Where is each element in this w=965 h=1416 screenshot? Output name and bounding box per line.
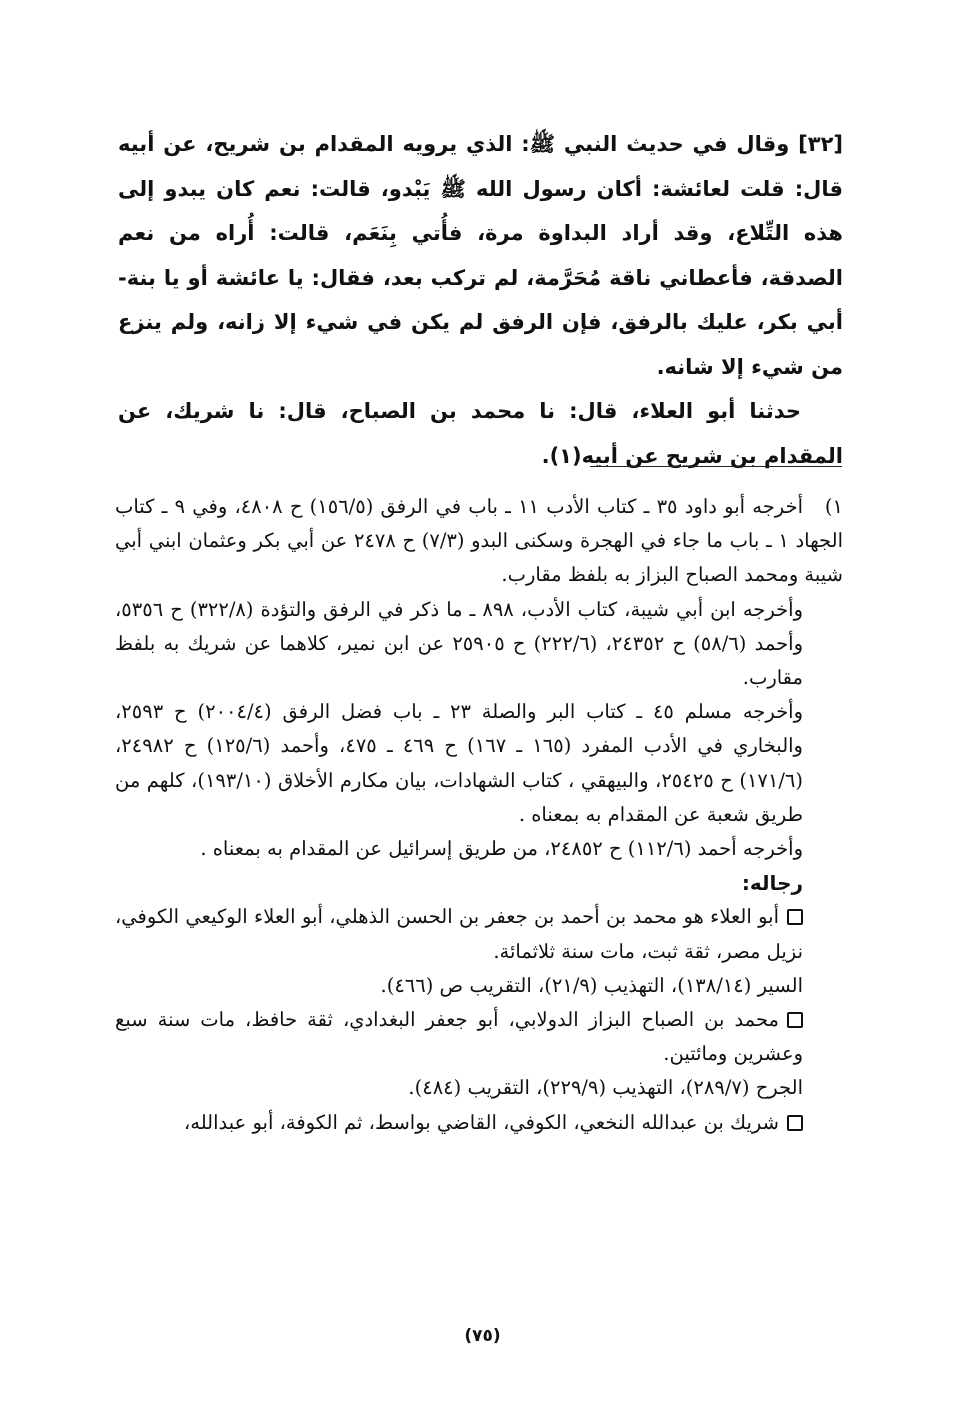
- footnote-number: ١): [824, 495, 843, 518]
- narrator-1: [115, 900, 843, 968]
- footnote-line-1: أخرجه أبو داود ٣٥ ـ كتاب الأدب ١١ ـ باب في الرفق (١٥٦/٥) ح ٤٨٠٨، وفي ٩ ـ كتاب الجهاد ١ ـ باب ما جاء في الهجرة وسكنى البدو (٧/٣) ح ٢٤٧٨ عن أبي بكر وعثمان ابني أبي شيبة ومحمد الصباح البزاز به بلفظ مقارب.: [115, 495, 843, 587]
- checkbox-icon: [787, 909, 803, 925]
- footnote-1: [115, 490, 843, 593]
- narrator-3: [115, 1106, 843, 1140]
- footnote-line-2: وأخرجه ابن أبي شيبة، كتاب الأدب، ٨٩٨ ـ ما ذكر في الرفق والتؤدة (٣٢٢/٨) ح ٥٣٥٦، وأحمد (٥٨/٦) ح ٢٤٣٥٢، (٢٢٢/٦) ح ٢٥٩٠٥ عن ابن نمير، كلاهما عن شريك به بلفظ مقارب.: [115, 597, 804, 690]
- main-text: [118, 122, 843, 478]
- narrators-heading: رجاله:: [741, 871, 803, 896]
- checkbox-icon: [787, 1012, 803, 1028]
- narrator-2-refs: الجرح (٢٨٩/٧)، التهذيب (٢٢٩/٩)، التقريب (٤٨٤).: [408, 1076, 803, 1100]
- hadith-paragraph: [٣٢] وقال في حديث النبي ﷺ: الذي يرويه المقدام بن شريح، عن أبيه قال: قلت لعائشة: أكان رسول الله ﷺ يَبْدو، قالت: نعم كان يبدو إلى هذه التِّلاع، وقد أراد البداوة مرة، فأُتي بِنَعَم، قالت: أُراه من نعم الصدقة، فأعطاني ناقة مُحَرَّمة، لم تركب بعد، فقال: يا عائشة أو يا بنة-أبي بكر، عليك بالرفق، فإن الرفق لم يكن في شيء إلا زانه، ولم ينزع من شيء إلا شانه.: [118, 132, 843, 379]
- narrator-1-refs: السير (١٣٨/١٤)، التهذيب (٢١/٩)، التقريب ص (٤٦٦).: [380, 973, 803, 997]
- narrator-3-text: شريك بن عبدالله النخعي، الكوفي، القاضي بواسط، ثم الكوفة، أبو عبدالله،: [183, 1110, 779, 1134]
- narrator-1-text: أبو العلاء هو محمد بن أحمد بن جعفر بن الحسن الذهلي، أبو العلاء الوكيعي الكوفي، نزيل مصر، ثقة ثبت، مات سنة ثلاثمائة.: [115, 905, 803, 963]
- footnote-line-3: وأخرجه مسلم ٤٥ ـ كتاب البر والصلة ٢٣ ـ باب فضل الرفق (٢٠٠٤/٤) ح ٢٥٩٣، والبخاري في الأدب المفرد (١٦٥ ـ ١٦٧) ح ٤٦٩ ـ ٤٧٥، وأحمد (١٢٥/٦) ح ٢٤٩٨٢، (١٧١/٦) ح ٢٥٤٢٥، والبيهقي ، كتاب الشهادات، بيان مكارم الأخلاق (١٩٣/١٠)، كلهم من طريق شعبة عن المقدام به بمعناه .: [115, 700, 804, 826]
- narrator-2: [115, 1003, 843, 1071]
- page-number: (٧٥): [464, 1326, 501, 1346]
- isnad-paragraph: حدثنا أبو العلاء، قال: نا محمد بن الصباح، قال: نا شريك، عن المقدام بن شريح عن أبيه(١).: [118, 399, 843, 468]
- footnote-separator: [590, 466, 842, 467]
- footnotes: [115, 490, 843, 1140]
- footnote-line-4: وأخرجه أحمد (١١٢/٦) ح ٢٤٨٥٢، من طريق إسرائيل عن المقدام به بمعناه .: [200, 837, 803, 861]
- narrator-2-text: محمد بن الصباح البزاز الدولابي، أبو جعفر البغدادي، ثقة حافظ، مات سنة سبع وعشرين ومائتين.: [115, 1008, 803, 1066]
- checkbox-icon: [787, 1115, 803, 1131]
